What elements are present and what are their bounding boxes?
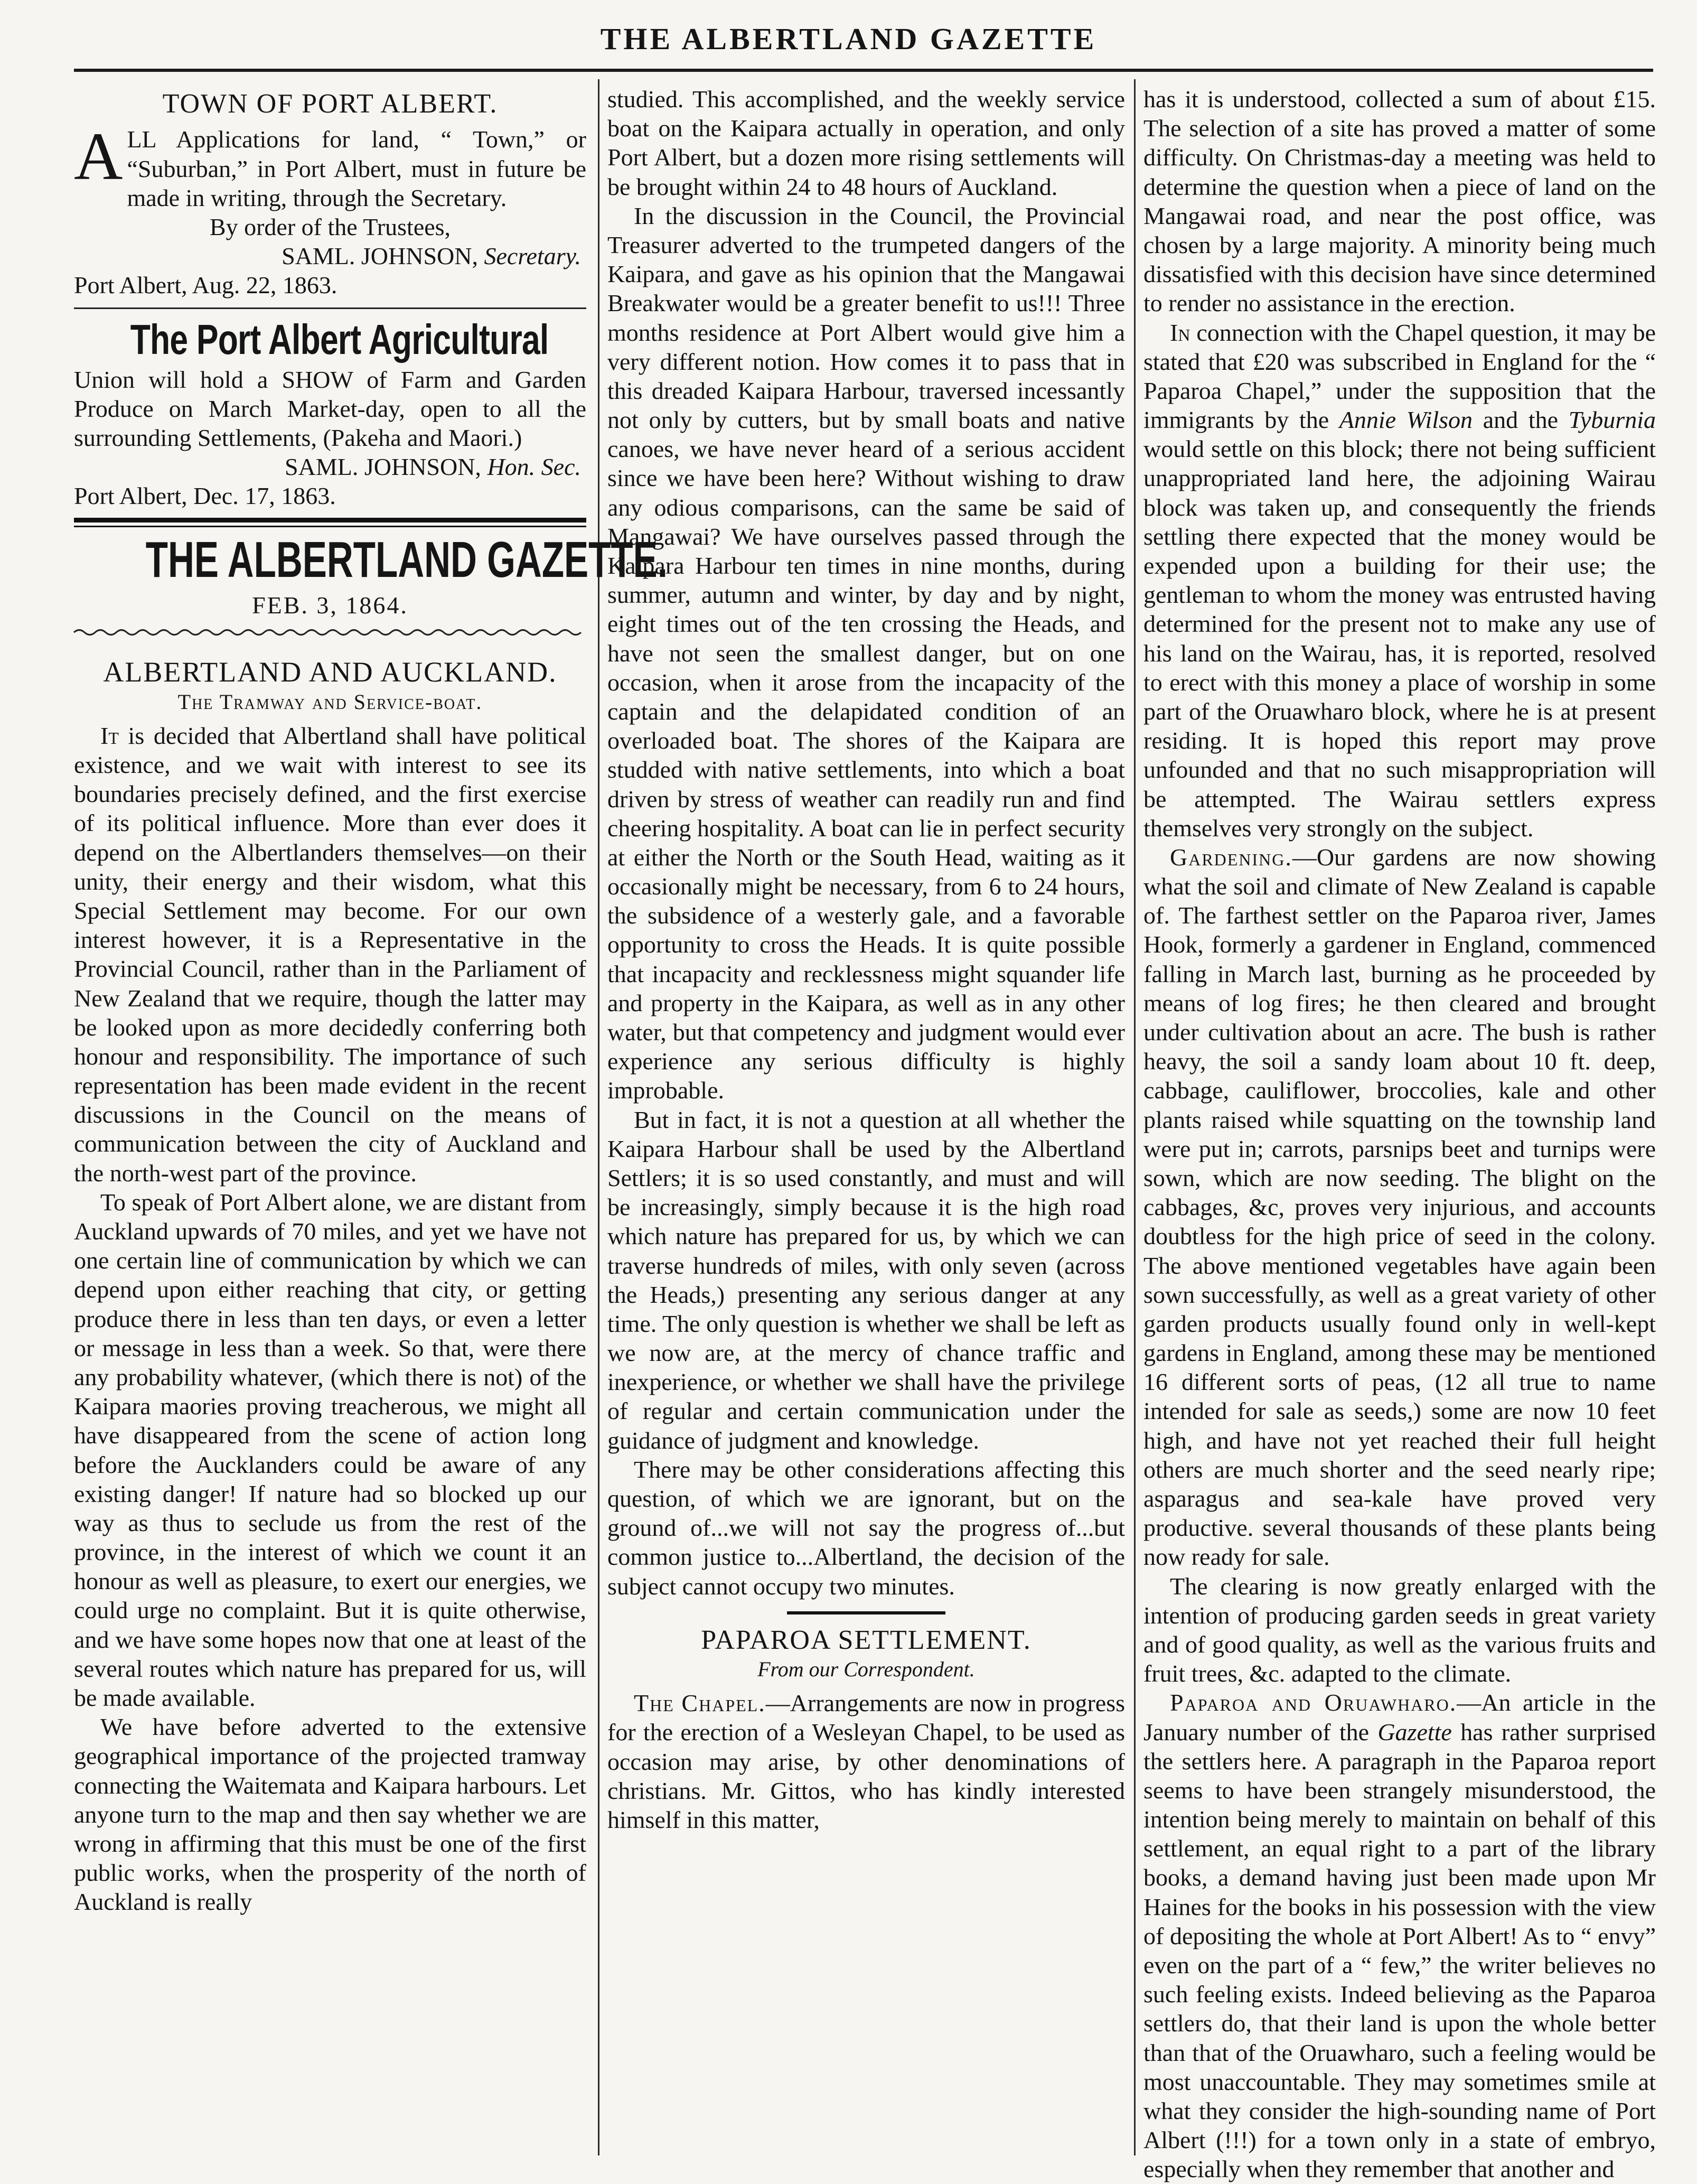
article-paragraph-4: In the discussion in the Council, the Provincial Treasurer adverted to the trumpeted dangers of the Kaipara, and gave as his opinion that the Mangawai Breakwater would be a greater benefit to us!!! Three months residence at Port Albert would give him a very different notion. How comes it to pass that in this dreaded Kaipara Harbour, traversed incessantly not only by cutters, but by small boats and native canoes, we have never heard of a serious accident since we have been here? Without wishing to draw any odious comparisons, can the same be said of Mangawai? We have ourselves passed through the Kaipara Harbour ten times in nine months, during summer, autumn and winter, by day and by night, eight times out of the ten crossing the Heads, and have not seen the smallest danger, but on one occasion, when it arose from the incapacity of the captain and the delapidated condition of an overloaded boat. The shores of the Kaipara are studded with native settlements, into which a boat driven by stress of weather can readily run and find cheering hospitality. A boat can lie in perfect security at either the North or the South Head, waiting as it occasionally might be necessary, from 6 to 24 hours, the subsidence of a westerly gale, and a favorable opportunity to cross the Heads. It is quite possible that incapacity and recklessness might squander life and property in the Kaipara, as well as in any other water, but that competency and judgment would ever experience any serious difficulty is highly improbable. <box>607 202 1125 1104</box>
paparoa-oruawharo-paragraph <box>1143 1688 1656 2183</box>
notice-town-signature <box>74 241 586 270</box>
gardening-heading: Gardening. <box>1170 843 1292 871</box>
paragraph-text: —Arrangements are now in progress for the erection of a Wesleyan Chapel, to be used as occasion may arise, by other denominations of christians. Mr. Gittos, who has kindly interested himself in this matter, <box>607 1690 1126 1833</box>
ship-name: Annie Wilson <box>1339 406 1473 434</box>
thick-rule <box>74 518 586 522</box>
paragraph-text: and the <box>1473 406 1569 434</box>
notice-town-body <box>74 119 586 212</box>
notice-town-date: Port Albert, Aug. 22, 1863. <box>74 272 337 299</box>
article-paragraph-3: We have before adverted to the extensive geographical importance of the projected tramway connecting the Waitemata and Kaipara harbours. Let anyone turn to the map and then say whether we are wrong in affirming that this must be one of the first public works, when the prosperity of the north of Auckland is really <box>74 1713 586 1916</box>
article-paragraph-6: There may be other considerations affecting this question, of which we are ignorant, but on the ground of...we will not say the progress of...but common justice to...Albertland, the decision of the subject cannot occupy two minutes. <box>607 1455 1125 1600</box>
notice-divider <box>74 307 586 309</box>
wavy-divider <box>74 628 586 637</box>
gazette-title: THE ALBERTLAND GAZETTE. <box>145 531 668 589</box>
article-paragraph-1 <box>74 721 586 1188</box>
notice-agricultural-date: Port Albert, Dec. 17, 1863. <box>74 482 336 510</box>
paragraph-text: —Our gardens are now showing what the soil and climate of New Zealand is capable of. The farthest settler on the Paparoa river, James Hook, formerly a gardener in England, commenced falling in March last, burning as he proceeded by means of log fires; he then cleared and brought under cultivation about an acre. The bush is rather heavy, the soil a sandy loam about 10 ft. deep, cabbage, cauliflower, broccolies, kale and other plants raised while squatting on the township land were put in; carrots, parsnips beet and turnips were sown, which are now seeding. The blight on the cabbages, &c, proves very injurious, and accounts doubtless for the high price of seed in the colony. The above mentioned vegetables have again been sown successfully, as well as a great variety of other garden products usually found only in well-kept gardens in England, among these may be mentioned 16 different sorts of peas, (12 all true to name intended for sale as seeds,) some are now 10 feet high, and have not yet reached their full height others are much shorter and the seed nearly ripe; asparagus and sea-kale have proved very productive. several thousands of these plants being now ready for sale. <box>1143 843 1656 1571</box>
section-byline: From our Correspondent. <box>757 1657 975 1682</box>
issue-date: FEB. 3, 1864. <box>252 591 408 619</box>
section-title: PAPAROA SETTLEMENT. <box>701 1625 1032 1655</box>
chapel-heading: The Chapel. <box>634 1690 766 1717</box>
column-3 <box>1143 85 1656 2183</box>
notice-town-text: LL Applications for land, “ Town,” or “Suburban,” in Port Albert, must in future be made in writing, through the Secretary. <box>127 126 586 211</box>
signature-name: SAML. JOHNSON, <box>285 453 481 481</box>
chapel-continued-paragraph: has it is understood, collected a sum of about £15. The selection of a site has proved a matter of some difficulty. On Christmas-day a meeting was held to determine the question when a piece of land on the Mangawai road, and near the post office, was chosen by a large majority. A minority being much dissatisfied with this decision have since determined to render no assistance in the erection. <box>1143 86 1656 317</box>
article-subtitle: The Tramway and Service-boat. <box>177 689 483 714</box>
chapel-paragraph <box>607 1688 1125 1834</box>
page-masthead: THE ALBERTLAND GAZETTE <box>600 22 1097 56</box>
thin-rule <box>74 526 586 527</box>
column-divider-1 <box>598 79 599 2155</box>
notice-title-town: TOWN OF PORT ALBERT. <box>162 89 498 119</box>
paragraph-text: —An article in the January number of the <box>1143 1689 1656 1746</box>
paragraph-text: connection with the Chapel question, it may be stated that £20 was subscribed in England for the “ Paparoa Chapel,” under the supposition that the immigrants by the <box>1143 319 1656 434</box>
column-1 <box>74 85 668 2150</box>
gardening-paragraph <box>1143 843 1656 1572</box>
column-2 <box>607 85 1125 2150</box>
masthead-rule <box>74 69 1653 72</box>
lead-word: It <box>100 722 119 749</box>
notice-town-order: By order of the Trustees, <box>209 213 451 240</box>
article-title: ALBERTLAND AND AUCKLAND. <box>103 656 557 688</box>
chapel-question-paragraph <box>1143 318 1656 843</box>
signature-role: Secretary. <box>484 242 581 270</box>
paragraph-text: is decided that Albertland shall have political existence, and we wait with interest to see its boundaries precisely defined, and the first exercise of its political influence. More than ever does it depend on the Albertlanders themselves—on their unity, their energy and their wisdom, what this Special Settlement may become. For our own interest however, it is a Representative in the Provincial Council, rather than in the Parliament of New Zealand that we require, though the latter may be looked upon as more decidedly conferring both honour and responsibility. The importance of such representation has been made evident in the recent discussions in the Council on the means of communication between the city of Auckland and the north-west part of the province. <box>74 722 586 1187</box>
paragraph-text: would settle on this block; there not being sufficient unappropriated land here, the adjoining Wairau block was taken up, and consequently the friends settling there expected that the money would be expended upon a building for their use; the gentleman to whom the money was entrusted having determined for the present not to make any use of his land on the Wairau, has, it is reported, resolved to erect with this money a place of worship in some part of the Oruawharo block, where he is at present residing. It is hoped this report may prove unfounded and that no such misappropriation will be attempted. The Wairau settlers express themselves very strongly on the subject. <box>1143 435 1656 842</box>
clearing-paragraph: The clearing is now greatly enlarged with the intention of producing garden seeds in great variety and of good quality, as well as the various fruits and fruit trees, &c. adapted to the climate. <box>1143 1572 1656 1687</box>
ship-name: Tyburnia <box>1568 406 1656 434</box>
signature-role: Hon. Sec. <box>487 453 581 481</box>
notice-title-agricultural: The Port Albert Agricultural <box>130 315 549 363</box>
paragraph-text: has rather surprised the settlers here. A paragraph in the Paparoa report seems to have been strangely misunderstood, the intention being merely to maintain on behalf of this settlement, an equal right to a part of the library books, a demand having just been made upon Mr Haines for the books in his possession with the view of depositing the whole at Port Albert! As to “ envy” even on the part of a “ few,” the writer believes no such feeling exists. Indeed believing as the Paparoa settlers do, that their land is upon the whole better than that of the Oruawharo, such a feeling would be most unaccountable. They may sometimes smile at what they consider the high-sounding name of Port Albert (!!!) for a town only in a state of embryo, especially when they remember that another and <box>1143 1718 1656 2183</box>
column-divider-2 <box>1134 79 1136 2155</box>
section-divider <box>787 1611 945 1614</box>
article-paragraph-2: To speak of Port Albert alone, we are distant from Auckland upwards of 70 miles, and yet we have not one certain line of communication by which we can depend upon either reaching that city, or getting produce there in less than ten days, or even a letter or message in less than a week. So that, were there any probability whatever, (which there is not) of the Kaipara maories proving treacherous, we might all have disappeared from the scene of action long before the Aucklanders could be aware of any existing danger! If nature had so blocked up our way as thus to seclude us from the rest of the province, in the interest of which we count it an honour as well as pleasure, to exert our energies, we could urge no complaint. But it is quite otherwise, and we have some hopes now that one at least of the several routes which nature has prepared for us, will be made available. <box>74 1188 586 1711</box>
signature-name: SAML. JOHNSON, <box>282 242 478 270</box>
gazette-reference: Gazette <box>1377 1718 1452 1746</box>
notice-agricultural-signature <box>74 452 586 481</box>
drop-cap: A <box>74 119 123 194</box>
notice-agricultural-body: Union will hold a SHOW of Farm and Garden Produce on March Market-day, open to all the surrounding Settlements, (Pakeha and Maori.) <box>74 366 586 451</box>
lead-word: In <box>1170 319 1190 346</box>
article-continued-paragraph: studied. This accomplished, and the weekly service boat on the Kaipara actually in operation, and only Port Albert, but a dozen more rising settlements will be brought within 24 to 48 hours of Auckland. <box>607 86 1125 200</box>
article-paragraph-5: But in fact, it is not a question at all whether the Kaipara Harbour shall be used by the Albertland Settlers; it is so used constantly, and must and will be increasingly, simply because it is the high road which nature has prepared for us, by which we can traverse hundreds of miles, with only seven (across the Heads,) presenting any serious danger at any time. The only question is whether we shall be left as we now are, at the mercy of chance traffic and inexperience, or whether we shall have the privilege of regular and certain communication under the guidance of judgment and knowledge. <box>607 1106 1125 1454</box>
paparoa-heading: Paparoa and Oruawharo. <box>1170 1689 1457 1716</box>
